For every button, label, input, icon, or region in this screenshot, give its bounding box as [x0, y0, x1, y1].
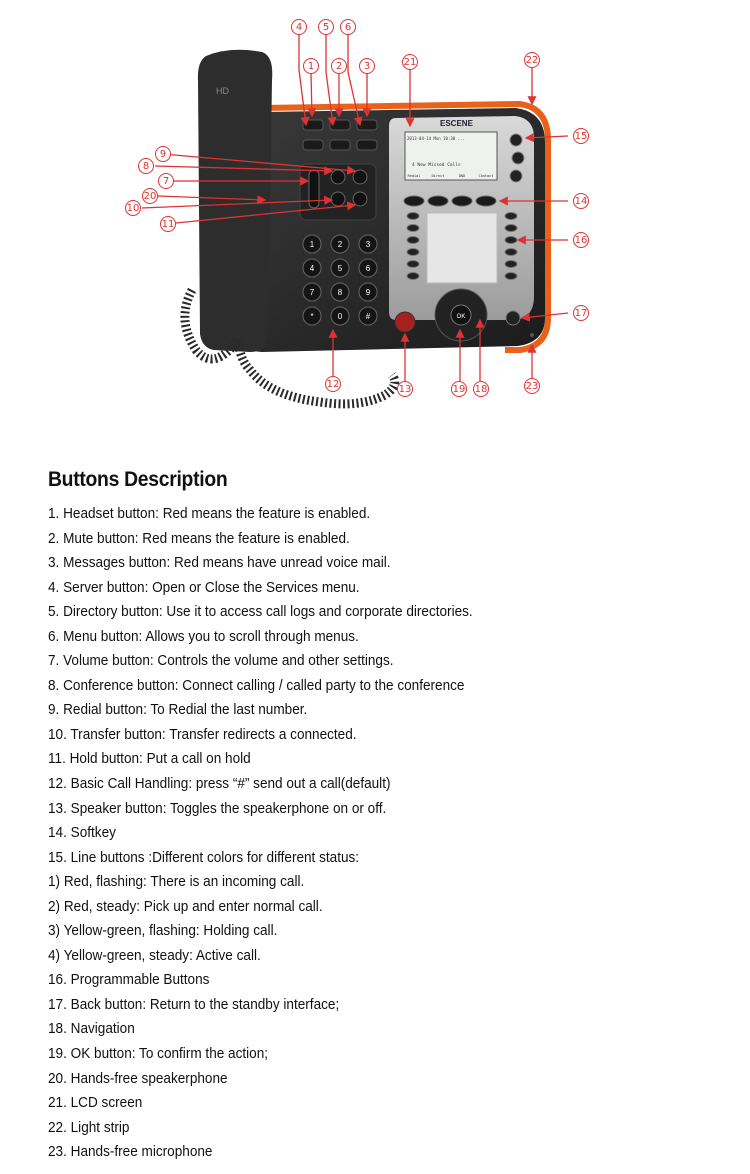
- callout-number: 21: [403, 57, 417, 68]
- handset: [198, 50, 272, 352]
- svg-text:OK: OK: [456, 314, 466, 320]
- callout-number: 1: [307, 61, 315, 72]
- phone-illustration: [0, 0, 750, 450]
- description-item: 22. Light strip: [48, 1119, 130, 1136]
- description-item: 15. Line buttons :Different colors for different status:: [48, 849, 360, 866]
- callout-number: 3: [363, 61, 371, 72]
- description-item: 19. OK button: To confirm the action;: [48, 1046, 269, 1063]
- volume-rocker: [309, 170, 319, 208]
- programmable-button: [407, 225, 419, 232]
- description-item: 20. Hands-free speakerphone: [48, 1070, 228, 1087]
- keypad-key-label: 0: [337, 312, 343, 321]
- callout-number: 6: [344, 22, 352, 33]
- svg-text:4 New Missed Calls: 4 New Missed Calls: [412, 163, 461, 168]
- phone-diagram: [0, 0, 750, 450]
- softkey-button: [452, 196, 472, 206]
- programmable-button: [407, 273, 419, 280]
- brand-logo: ESCENE: [440, 119, 473, 128]
- description-item: 21. LCD screen: [48, 1095, 143, 1112]
- description-item: 12. Basic Call Handling: press “#” send out a call(default): [48, 776, 391, 793]
- description-item: 8. Conference button: Connect calling / called party to the conference: [48, 677, 465, 694]
- description-item: 9. Redial button: To Redial the last number.: [48, 702, 308, 719]
- description-item: 1) Red, flashing: There is an incoming call.: [48, 874, 305, 891]
- programmable-button: [407, 261, 419, 268]
- keypad-key-label: 3: [365, 240, 371, 249]
- callout-number: 15: [574, 131, 588, 142]
- keypad-key-label: 5: [337, 264, 343, 273]
- description-item: 23. Hands-free microphone: [48, 1144, 213, 1161]
- callout-number: 19: [452, 384, 466, 395]
- softkey-button: [476, 196, 496, 206]
- description-item: 3) Yellow-green, flashing: Holding call.: [48, 923, 278, 940]
- programmable-button: [407, 213, 419, 220]
- lcd-softkey-label: Direct: [431, 174, 445, 178]
- callout-number: 11: [161, 219, 175, 230]
- description-item: 16. Programmable Buttons: [48, 972, 210, 989]
- callout-number: 12: [326, 379, 340, 390]
- callout-number: 13: [398, 384, 412, 395]
- line-button: [510, 134, 522, 146]
- description-item: 18. Navigation: [48, 1021, 135, 1038]
- callout-number: 2: [335, 61, 343, 72]
- callout-number: 14: [574, 196, 588, 207]
- keypad-key-label: 9: [365, 288, 371, 297]
- description-item: 1. Headset button: Red means the feature is enabled.: [48, 506, 371, 522]
- callout-number: 18: [474, 384, 488, 395]
- svg-text:2013-04-14 Mon 10:30 ...: 2013-04-14 Mon 10:30 ...: [407, 136, 465, 141]
- description-item: 4. Server button: Open or Close the Services menu.: [48, 579, 360, 596]
- description-item: 3. Messages button: Red means have unread voice mail.: [48, 555, 391, 572]
- callout-number: 10: [126, 203, 140, 214]
- keypad-key-label: 6: [365, 264, 371, 273]
- callout-number: 5: [322, 22, 330, 33]
- keypad-key-label: #: [365, 312, 371, 321]
- keypad-key-label: 7: [309, 288, 315, 297]
- description-item: 5. Directory button: Use it to access call logs and corporate directories.: [48, 604, 473, 621]
- callout-number: 8: [142, 161, 150, 172]
- callout-number: 17: [574, 308, 588, 319]
- programmable-button: [505, 249, 517, 256]
- microphone: [530, 333, 534, 337]
- programmable-button: [505, 213, 517, 220]
- description-item: 2) Red, steady: Pick up and enter normal call.: [48, 898, 323, 915]
- callout-number: 7: [162, 176, 170, 187]
- lcd-softkey-label: DND: [458, 174, 466, 178]
- description-item: 6. Menu button: Allows you to scroll through menus.: [48, 628, 359, 645]
- description-item: 10. Transfer button: Transfer redirects a connected.: [48, 726, 357, 743]
- description-item: 13. Speaker button: Toggles the speakerphone on or off.: [48, 800, 387, 817]
- programmable-button: [407, 237, 419, 244]
- description-item: 4) Yellow-green, steady: Active call.: [48, 947, 261, 964]
- softkey-button: [428, 196, 448, 206]
- speaker-button: [395, 312, 415, 332]
- programmable-button: [505, 273, 517, 280]
- section-title: Buttons Description: [48, 468, 228, 491]
- line-button: [510, 170, 522, 182]
- buttons-description: [48, 466, 738, 1165]
- softkey-button: [404, 196, 424, 206]
- description-item: 2. Mute button: Red means the feature is enabled.: [48, 530, 350, 547]
- keypad-key-label: *: [310, 312, 314, 321]
- programmable-button: [505, 225, 517, 232]
- programmable-button: [407, 249, 419, 256]
- callout-number: 23: [525, 381, 539, 392]
- programmable-button: [505, 237, 517, 244]
- keypad-key-label: 2: [337, 240, 343, 249]
- callout-number: 22: [525, 55, 539, 66]
- description-item: 14. Softkey: [48, 825, 116, 842]
- callout-number: 9: [159, 149, 167, 160]
- description-item: 7. Volume button: Controls the volume and other settings.: [48, 653, 394, 670]
- hd-logo: HD: [216, 86, 229, 96]
- callout-number: 16: [574, 235, 588, 246]
- lcd-softkey-label: Contact: [478, 174, 494, 178]
- keypad-key-label: 8: [337, 288, 343, 297]
- description-item: 11. Hold button: Put a call on hold: [48, 751, 251, 768]
- callout-number: 20: [143, 191, 157, 202]
- keypad-key-label: 1: [309, 240, 315, 249]
- description-list: [48, 502, 738, 1165]
- line-button: [512, 152, 524, 164]
- keypad-key-label: 4: [309, 264, 315, 273]
- programmable-button: [505, 261, 517, 268]
- lcd-softkey-label: Redial: [407, 174, 421, 178]
- description-item: 17. Back button: Return to the standby interface;: [48, 996, 340, 1013]
- back-button: [506, 311, 520, 325]
- callout-number: 4: [295, 22, 303, 33]
